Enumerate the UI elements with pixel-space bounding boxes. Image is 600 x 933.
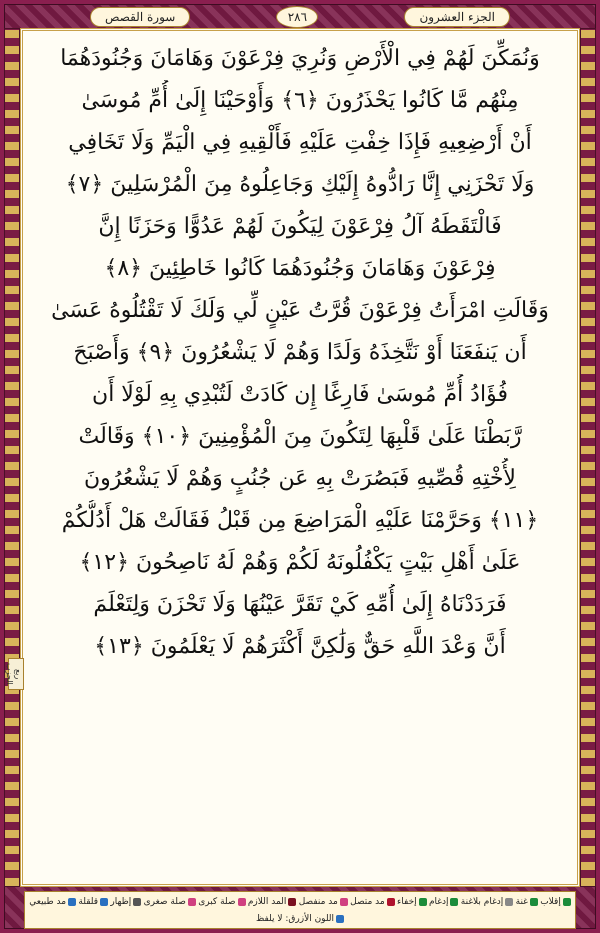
legend-item: مد متصل (350, 897, 395, 907)
text-line: فَرَدَدْنَاهُ إِلَىٰ أُمِّهِ كَيْ تَقَرَّ عَيْنُهَا وَلَا تَحْزَنَ وَلِتَعْلَمَ (93, 592, 507, 617)
legend-item: قلقلة (78, 897, 108, 907)
legend-swatch (387, 898, 395, 906)
legend-swatch (563, 898, 571, 906)
legend-item: صلة صغرى (144, 897, 196, 907)
legend-swatch (238, 898, 246, 906)
legend-item: إظهار (110, 897, 141, 907)
legend-item: المد اللازم (248, 897, 297, 907)
text-line: رَّبَطْنَا عَلَىٰ قَلْبِهَا لِتَكُونَ مِنَ الْمُؤْمِنِينَ ﴿١٠﴾ وَقَالَتْ (78, 424, 522, 449)
text-line: أَن يَنفَعَنَا أَوْ نَتَّخِذَهُ وَلَدًا وَهُمْ لَا يَشْعُرُونَ ﴿٩﴾ وَأَصْبَحَ (73, 340, 527, 365)
left-border-ornament (4, 28, 20, 887)
legend-item: إدغام بلاغنة (461, 897, 514, 907)
text-line: مِنْهُم مَّا كَانُوا يَحْذَرُونَ ﴿٦﴾ وَأَوْحَيْنَا إِلَىٰ أُمِّ مُوسَىٰ (81, 88, 519, 113)
text-line: عَلَىٰ أَهْلِ بَيْتٍ يَكْفُلُونَهُ لَكُمْ وَهُمْ لَهُ نَاصِحُونَ ﴿١٢﴾ (79, 550, 521, 575)
text-line: فِرْعَوْنَ وَهَامَانَ وَجُنُودَهُمَا كَانُوا خَاطِئِينَ ﴿٨﴾ (104, 256, 496, 281)
legend-item: إدغام (429, 897, 459, 907)
legend-swatch (530, 898, 538, 906)
legend-swatch (336, 915, 344, 923)
text-line: فُؤَادُ أُمِّ مُوسَىٰ فَارِغًا إِن كَادَتْ لَتُبْدِي بِهِ لَوْلَا أَن (92, 382, 508, 407)
text-line: لِأُخْتِهِ قُصِّيهِ فَبَصُرَتْ بِهِ عَن جُنُبٍ وَهُمْ لَا يَشْعُرُونَ (84, 466, 516, 491)
legend-item: إخفاء (397, 897, 427, 907)
legend-swatch (505, 898, 513, 906)
text-line: فَالْتَقَطَهُ آلُ فِرْعَوْنَ لِيَكُونَ لَهُمْ عَدُوًّا وَحَزَنًا إِنَّ (98, 214, 502, 239)
text-line: أَنْ أَرْضِعِيهِ فَإِذَا خِفْتِ عَلَيْهِ فَأَلْقِيهِ فِي الْيَمِّ وَلَا تَخَافِي (68, 130, 532, 155)
tajweed-legend (24, 891, 576, 929)
legend-swatch (288, 898, 296, 906)
juz-name: الجزء العشرون (404, 7, 510, 27)
legend-item: مد طبيعي (29, 897, 76, 907)
right-border-ornament (580, 28, 596, 887)
legend-item: صلة كبرى (198, 897, 245, 907)
legend-item: غنة (516, 897, 538, 907)
text-line: ﴿١١﴾ وَحَرَّمْنَا عَلَيْهِ الْمَرَاضِعَ مِن قَبْلُ فَقَالَتْ هَلْ أَدُلُّكُمْ (61, 508, 539, 533)
legend-swatch (100, 898, 108, 906)
quran-text (30, 38, 570, 878)
legend-swatch (340, 898, 348, 906)
legend-item: مد منفصل (299, 897, 348, 907)
hizb-marker: ربع الحزب (8, 658, 24, 690)
legend-swatch (133, 898, 141, 906)
legend-swatch (188, 898, 196, 906)
legend-item: اللون الأزرق: لا يلفظ (256, 914, 344, 924)
text-line: وَقَالَتِ امْرَأَتُ فِرْعَوْنَ قُرَّتُ عَيْنٍ لِّي وَلَكَ لَا تَقْتُلُوهُ عَسَىٰ (51, 298, 549, 323)
text-line: أَنَّ وَعْدَ اللَّهِ حَقٌّ وَلَٰكِنَّ أَكْثَرَهُمْ لَا يَعْلَمُونَ ﴿١٣﴾ (94, 634, 506, 659)
page-number: ٢٨٦ (276, 6, 318, 28)
text-line: وَلَا تَحْزَنِي إِنَّا رَادُّوهُ إِلَيْكِ وَجَاعِلُوهُ مِنَ الْمُرْسَلِينَ ﴿٧﴾ (65, 172, 535, 197)
legend-swatch (450, 898, 458, 906)
page-header (90, 6, 510, 28)
legend-swatch (419, 898, 427, 906)
legend-item: إقلاب (540, 897, 571, 907)
surah-name: سورة القصص (90, 7, 190, 27)
legend-swatch (68, 898, 76, 906)
text-line: وَنُمَكِّنَ لَهُمْ فِي الْأَرْضِ وَنُرِيَ فِرْعَوْنَ وَهَامَانَ وَجُنُودَهُمَا (60, 46, 540, 71)
